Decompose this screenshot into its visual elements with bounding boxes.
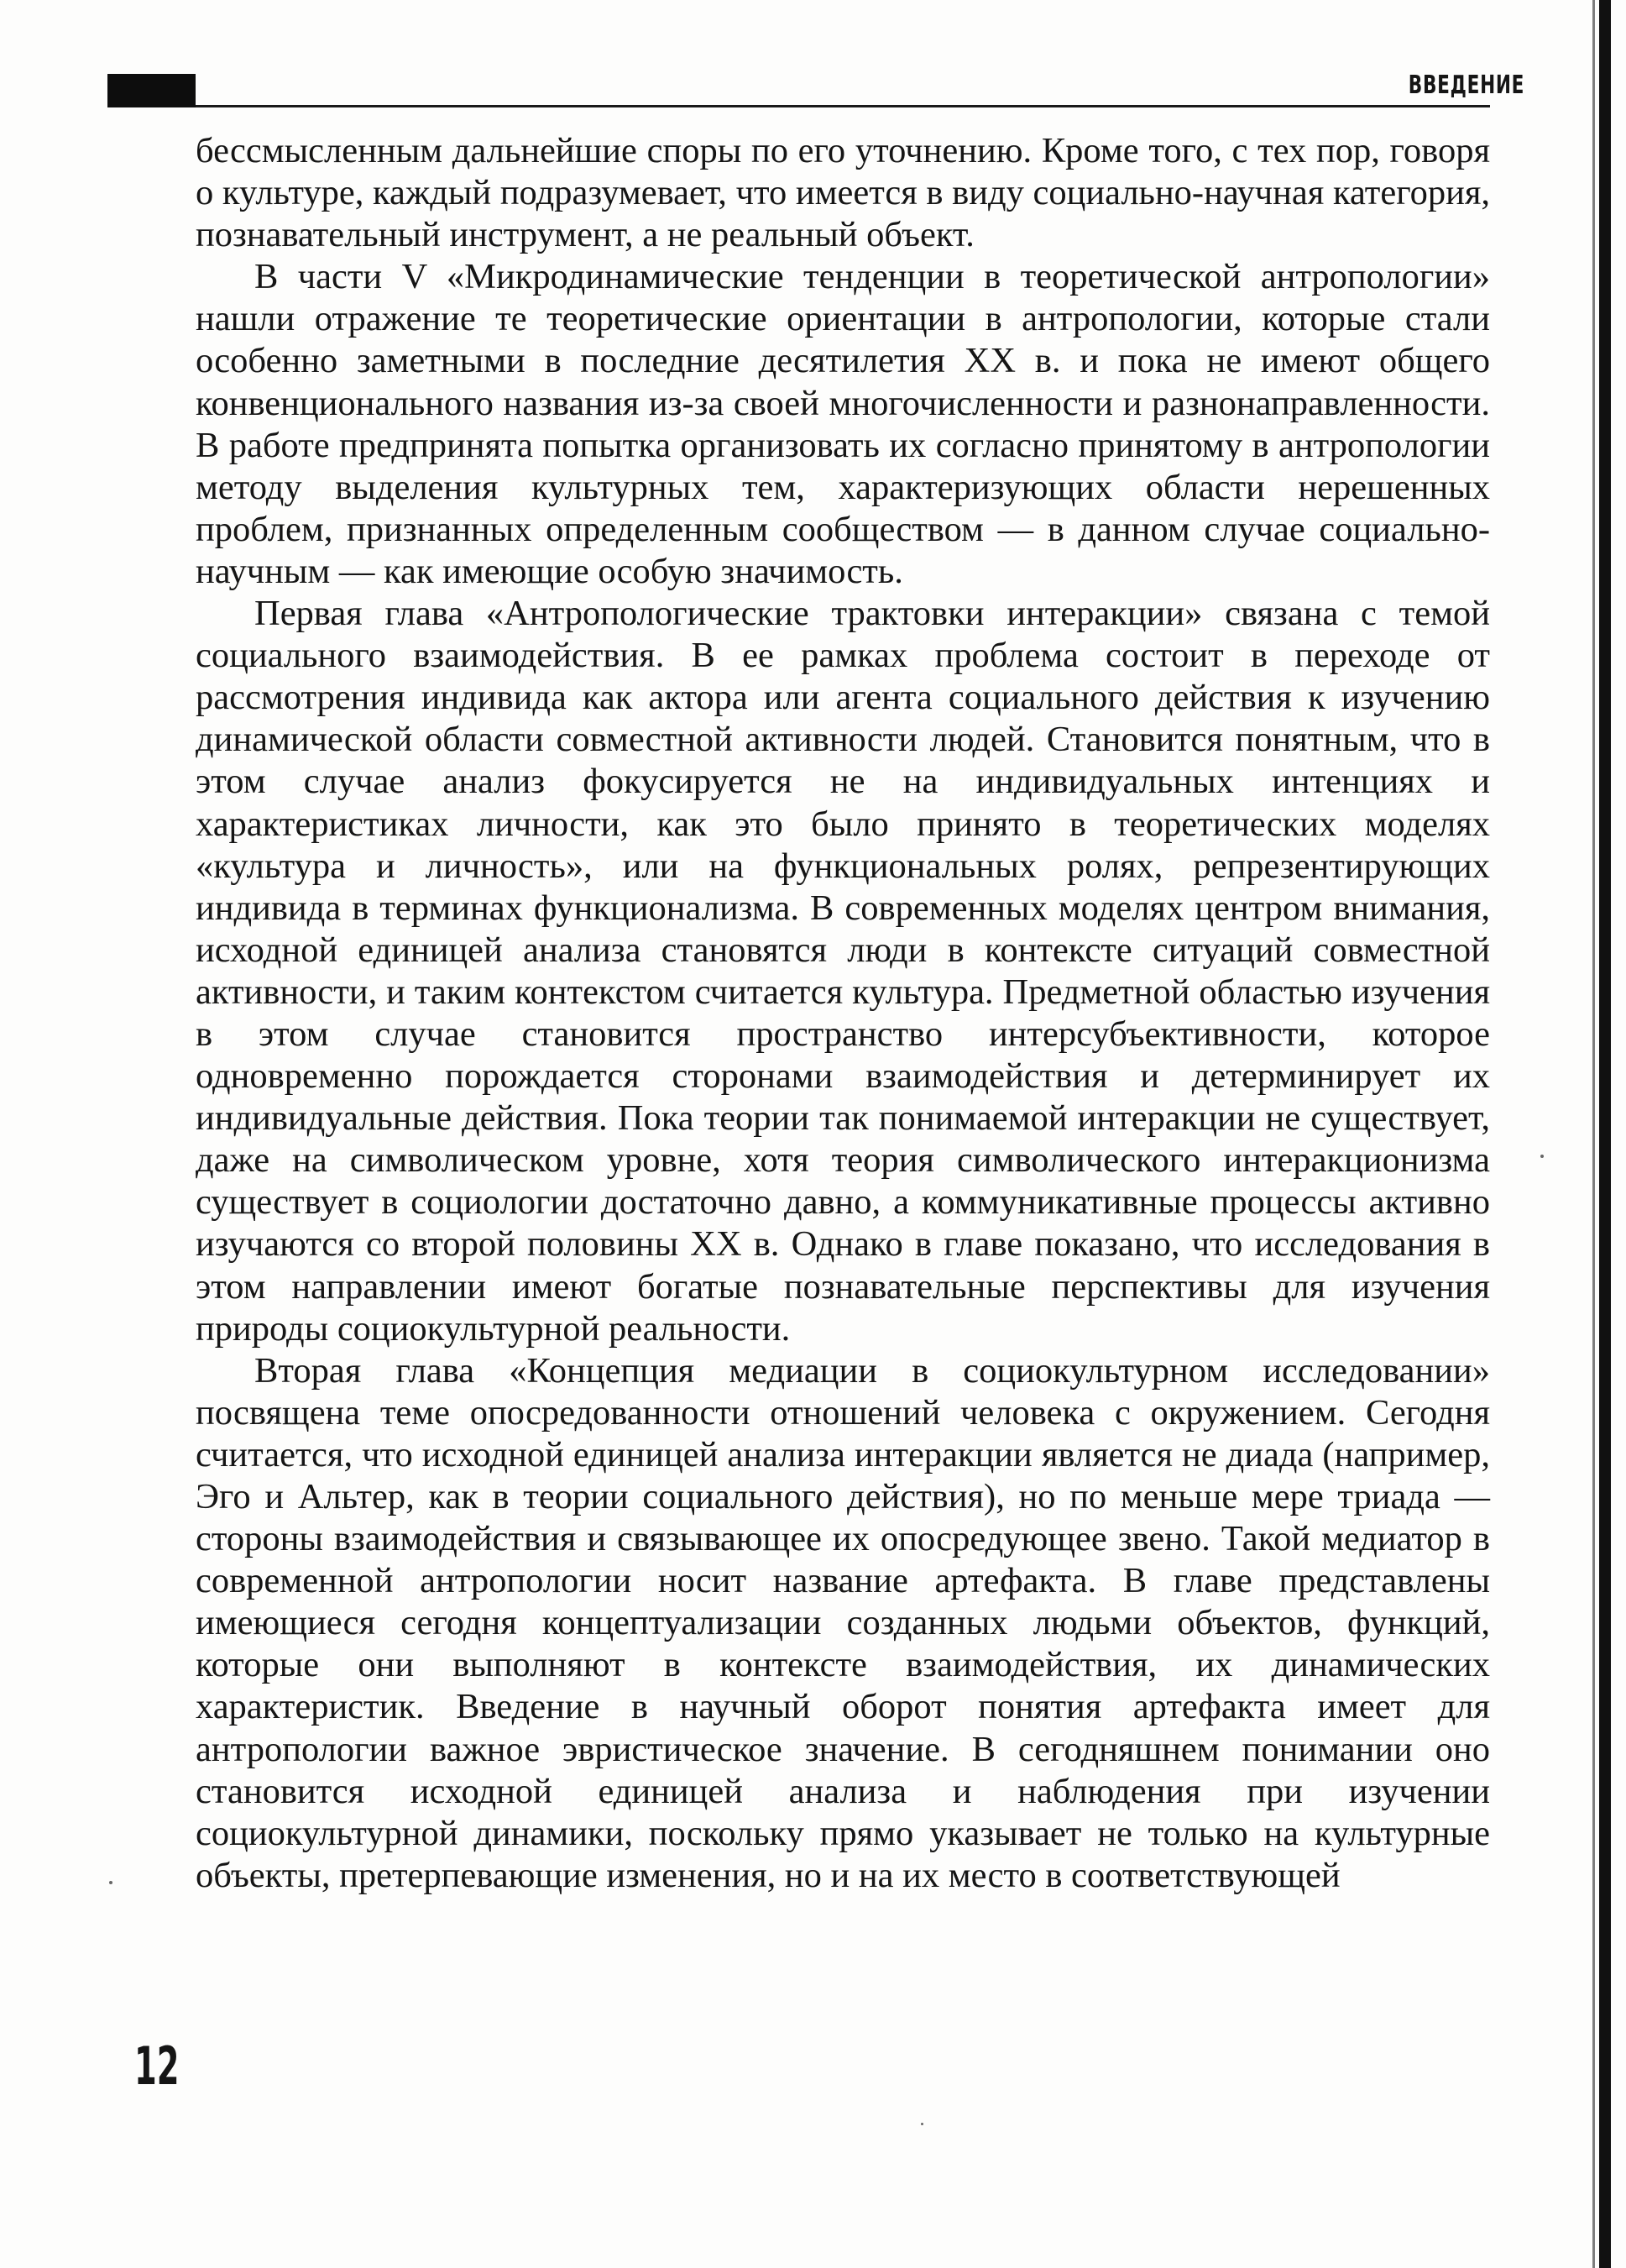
running-head: ВВЕДЕНИЕ	[1408, 71, 1525, 100]
body-text	[196, 130, 1490, 1897]
scan-speck	[109, 1881, 112, 1884]
scan-edge-line	[1592, 0, 1595, 2268]
header-black-block	[107, 74, 196, 107]
scan-edge-shadow	[1599, 0, 1611, 2268]
paragraph-4: Вторая глава «Концепция медиации в социокультурном исследовании» посвящена теме опосредованности отношений человека с окружением. Сегодня считается, что исходной единицей анализа интеракции является не диада (например, Эго и Альтер, как в теории социального действия), но по меньше мере триада — стороны взаимодействия и связывающее их опосредующее звено. Такой медиатор в современной антропологии носит название артефакта. В главе представлены имеющиеся сегодня концептуализации созданных людьми объектов, функций, которые они выполняют в контексте взаимодействия, их динамических характеристик. Введение в научный оборот понятия артефакта имеет для антропологии важное эвристическое значение. В сегодняшнем понимании оно становится исходной единицей анализа и наблюдения при изучении социокультурной динамики, поскольку прямо указывает не только на культурные объекты, претерпевающие изменения, но и на их место в соответствующей	[196, 1350, 1490, 1895]
page-number: 12	[134, 2035, 180, 2097]
paragraph-1: бессмысленным дальнейшие споры по его уточнению. Кроме того, с тех пор, говоря о культуре, каждый подразумевает, что имеется в виду социально-научная категория, познавательный инструмент, а не реальный объект.	[196, 131, 1490, 255]
scan-speck	[1540, 1155, 1544, 1158]
scan-speck	[921, 2123, 923, 2125]
paragraph-3: Первая глава «Антропологические трактовки интеракции» связана с темой социального взаимодействия. В ее рамках проблема состоит в переходе от рассмотрения индивида как актора или агента социального действия к изучению динамической области совместной активности людей. Становится понятным, что в этом случае анализ фокусируется не на индивидуальных интенциях и характеристиках личности, как это было принято в теоретических моделях «культура и личность», или на функциональных ролях, репрезентирующих индивида в терминах функционализма. В современных моделях центром внимания, исходной единицей анализа становятся люди в контексте ситуаций совместной активности, и таким контекстом считается культура. Предметной областью изучения в этом случае становится пространство интерсубъективности, которое одновременно порождается сторонами взаимодействия и детерминирует их индивидуальные действия. Пока теории так понимаемой интеракции не существует, даже на символическом уровне, хотя теория символического интеракционизма существует в социологии достаточно давно, а коммуникативные процессы активно изучаются со второй половины XX в. Однако в главе показано, что исследования в этом направлении имеют богатые познавательные перспективы для изучения природы социокультурной реальности.	[196, 594, 1490, 1349]
header-rule	[196, 105, 1490, 107]
paragraph-2: В части V «Микродинамические тенденции в теоретической антропологии» нашли отражение те теоретические ориентации в антропологии, которые стали особенно заметными в последние десятилетия XX в. и пока не имеют общего конвенционального названия из-за своей многочисленности и разнонаправленности. В работе предпринята попытка организовать их согласно принятому в антропологии методу выделения культурных тем, характеризующих области нерешенных проблем, признанных определенным сообществом — в данном случае социально-научным — как имеющие особую значимость.	[196, 257, 1490, 591]
